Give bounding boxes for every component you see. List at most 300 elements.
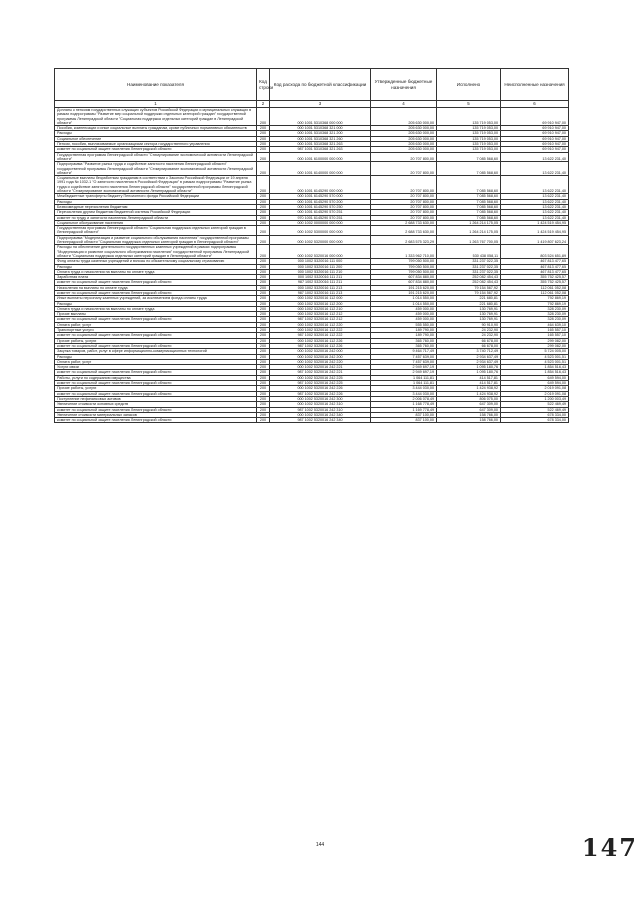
row-approved-amount: 2 949 697,19 (371, 370, 437, 375)
row-remaining-amount: 4 523 001,51 (501, 359, 569, 364)
row-indicator-name: Пенсии, пособия, выплачиваемые организациями сектора государственного управления (55, 142, 257, 147)
row-budget-code: 000 1002 0000000 000 000 (270, 220, 371, 225)
row-line-code: 200 (257, 381, 270, 386)
row-budget-code: 000 1001 6145290 570 250 (270, 204, 371, 209)
row-remaining-amount: 69 910 947,00 (501, 147, 569, 152)
row-budget-code: 000 1001 6145290 570 000 (270, 194, 371, 199)
row-approved-amount: 20 707 800,00 (371, 176, 437, 194)
row-remaining-amount: 1 424 519 454,95 (501, 220, 569, 225)
row-budget-code: 000 1002 5320016 111 213 (270, 285, 371, 290)
row-indicator-name: Подпрограмма "Развитие рынка труда и содействие занятости населения Ленинградской области" государственной программы Ленинградской области "Стимулирование экономической активности Ленинградской области" (55, 162, 257, 176)
row-executed-amount: 252 082 454,43 (437, 275, 501, 280)
row-budget-code: 000 1002 5320000 000 000 (270, 235, 371, 245)
row-budget-code: 987 1002 5320016 242 225 (270, 381, 371, 386)
header-budget-code: Код расхода по бюджетной классификации (270, 69, 371, 101)
row-budget-code: 000 1002 5320016 111 000 (270, 259, 371, 264)
row-budget-code: 000 1002 5320016 242 200 (270, 354, 371, 359)
row-line-code: 200 (257, 312, 270, 317)
table-row (55, 176, 569, 194)
row-indicator-name: Оплата работ, услуг (55, 322, 257, 327)
column-number: 3 (270, 101, 371, 108)
row-remaining-amount: 803 524 651,89 (501, 245, 569, 259)
row-line-code: 200 (257, 343, 270, 348)
row-remaining-amount: 299 082,00 (501, 338, 569, 343)
row-remaining-amount: 112 061 052,08 (501, 285, 569, 290)
row-remaining-amount: 1 419 807 623,24 (501, 235, 569, 245)
row-approved-amount: 20 707 800,00 (371, 194, 437, 199)
table-row (55, 333, 569, 338)
row-executed-amount: 1 095 180,76 (437, 365, 501, 370)
row-executed-amount: 90 910,90 (437, 322, 501, 327)
row-budget-code: 987 1002 5320016 242 310 (270, 407, 371, 412)
row-indicator-name: комитет по труду и занятости населения Ленинградской области (55, 215, 257, 220)
row-approved-amount: 7 457 639,00 (371, 354, 437, 359)
row-budget-code: 000 1001 6145290 570 200 (270, 199, 371, 204)
row-indicator-name: Доплаты к пенсиям государственных служащих субъектов Российской Федерации и муниципальных служащих в рамках подпрограммы "Развитие мер социальной поддержки отдельных категорий граждан" государственной программы Ленинградской области "Социальная поддержка отдельных категорий граждан в Ленинградской области" (55, 108, 257, 126)
row-remaining-amount: 328 230,09 (501, 306, 569, 311)
table-row (55, 349, 569, 354)
column-number: 1 (55, 101, 257, 108)
row-executed-amount: 647 309,00 (437, 402, 501, 407)
row-line-code: 200 (257, 280, 270, 285)
row-approved-amount: 1 064 111,81 (371, 381, 437, 386)
row-remaining-amount: 5 724 005,00 (501, 349, 569, 354)
row-budget-code: 000 1002 5320016 112 226 (270, 338, 371, 343)
handwritten-page-stamp: 147 (581, 833, 638, 862)
row-executed-amount: 331 237 022,35 (437, 259, 501, 264)
row-indicator-name: комитет по социальной защите населения Ленинградской области (55, 407, 257, 412)
row-line-code: 200 (257, 386, 270, 391)
row-line-code: 200 (257, 226, 270, 236)
row-line-code: 200 (257, 162, 270, 176)
table-row (55, 259, 569, 264)
row-approved-amount: 7 457 639,00 (371, 359, 437, 364)
row-indicator-name: комитет по социальной защите населения Ленинградской области (55, 147, 257, 152)
row-approved-amount: 2 949 697,19 (371, 365, 437, 370)
row-executed-amount: 414 517,81 (437, 375, 501, 380)
row-indicator-name: Государственная программа Ленинградской области "Стимулирование экономической активности Ленинградской области" (55, 152, 257, 162)
row-line-code: 200 (257, 333, 270, 338)
row-line-code: 200 (257, 152, 270, 162)
row-line-code: 200 (257, 391, 270, 396)
row-remaining-amount: 13 622 231,40 (501, 176, 569, 194)
row-line-code: 200 (257, 301, 270, 306)
row-executed-amount: 221 680,81 (437, 296, 501, 301)
row-remaining-amount: 69 910 947,00 (501, 126, 569, 131)
row-line-code: 200 (257, 306, 270, 311)
row-executed-amount: 130 769,91 (437, 317, 501, 322)
budget-report-table-container (54, 68, 568, 423)
row-approved-amount: 2 006 078,49 (371, 396, 437, 401)
row-approved-amount: 189 790,00 (371, 333, 437, 338)
row-executed-amount: 7 085 568,60 (437, 176, 501, 194)
row-executed-amount: 1 264 214 175,05 (437, 220, 501, 225)
row-remaining-amount: 649 594,00 (501, 381, 569, 386)
row-approved-amount: 3 444 030,00 (371, 386, 437, 391)
row-executed-amount: 221 680,81 (437, 301, 501, 306)
row-line-code: 200 (257, 131, 270, 136)
row-executed-amount: 135 719 053,00 (437, 142, 501, 147)
row-executed-amount: 7 085 568,60 (437, 204, 501, 209)
row-indicator-name: Увеличение стоимости материальных запасов (55, 412, 257, 417)
row-indicator-name: Расходы (55, 199, 257, 204)
row-approved-amount: 1 014 550,00 (371, 301, 437, 306)
row-budget-code: 000 1002 5320016 000 000 (270, 245, 371, 259)
row-executed-amount: 135 719 053,00 (437, 131, 501, 136)
row-executed-amount: 135 719 053,00 (437, 136, 501, 141)
row-budget-code: 000 1001 6145290 000 000 (270, 176, 371, 194)
row-remaining-amount: 328 230,09 (501, 312, 569, 317)
row-approved-amount: 1 168 778,49 (371, 402, 437, 407)
row-approved-amount: 799 050 500,00 (371, 269, 437, 274)
row-budget-code: 987 1001 5310368 321 263 (270, 147, 371, 152)
row-executed-amount: 2 934 637,49 (437, 359, 501, 364)
row-remaining-amount: 1 854 516,43 (501, 370, 569, 375)
row-executed-amount: 24 232,90 (437, 328, 501, 333)
row-budget-code: 987 1002 5320016 111 211 (270, 280, 371, 285)
row-remaining-amount: 467 813 477,65 (501, 264, 569, 269)
row-approved-amount: 459 000,00 (371, 306, 437, 311)
row-approved-amount: 205 630 000,00 (371, 131, 437, 136)
row-indicator-name: Социальное обеспечение (55, 136, 257, 141)
row-remaining-amount: 2 019 091,08 (501, 391, 569, 396)
row-approved-amount: 20 707 800,00 (371, 204, 437, 209)
row-budget-code: 987 1002 5320016 112 212 (270, 317, 371, 322)
row-remaining-amount: 792 869,19 (501, 296, 569, 301)
row-line-code: 200 (257, 194, 270, 199)
row-executed-amount: 1 095 180,76 (437, 370, 501, 375)
row-approved-amount: 205 630 000,00 (371, 126, 437, 131)
row-executed-amount: 135 719 053,00 (437, 126, 501, 131)
row-approved-amount: 837 100,00 (371, 412, 437, 417)
table-row (55, 306, 569, 311)
row-approved-amount: 205 630 000,00 (371, 136, 437, 141)
row-indicator-name: комитет по социальной защите населения Ленинградской области (55, 290, 257, 295)
column-number: 6 (501, 101, 569, 108)
row-approved-amount: 20 707 800,00 (371, 215, 437, 220)
row-budget-code: 987 1002 5320016 242 226 (270, 391, 371, 396)
row-indicator-name: Оплата труда и начисления на выплаты по оплате труда (55, 306, 257, 311)
row-remaining-amount: 69 910 947,00 (501, 142, 569, 147)
row-line-code: 200 (257, 290, 270, 295)
row-line-code: 200 (257, 204, 270, 209)
row-indicator-name: Прочие работы, услуги (55, 386, 257, 391)
row-executed-amount: 806 075,00 (437, 396, 501, 401)
row-indicator-name: комитет по социальной защите населения Ленинградской области (55, 418, 257, 423)
row-approved-amount: 365 760,00 (371, 343, 437, 348)
column-number: 2 (257, 101, 270, 108)
row-executed-amount: 66 678,00 (437, 343, 501, 348)
column-number: 5 (437, 101, 501, 108)
table-row (55, 280, 569, 285)
row-budget-code: 000 1002 5320016 242 310 (270, 402, 371, 407)
row-approved-amount: 205 630 000,00 (371, 147, 437, 152)
row-budget-code: 000 1002 5320016 112 220 (270, 322, 371, 327)
row-approved-amount: 365 760,00 (371, 338, 437, 343)
row-line-code: 200 (257, 407, 270, 412)
row-approved-amount: 191 215 620,00 (371, 290, 437, 295)
row-approved-amount: 459 000,00 (371, 312, 437, 317)
row-executed-amount: 158 766,00 (437, 412, 501, 417)
row-indicator-name: Социальное обслуживание населения (55, 220, 257, 225)
row-executed-amount: 331 237 022,35 (437, 264, 501, 269)
row-approved-amount: 799 050 500,00 (371, 259, 437, 264)
row-remaining-amount: 69 910 947,00 (501, 131, 569, 136)
row-line-code: 200 (257, 147, 270, 152)
row-executed-amount: 1 424 938,92 (437, 386, 501, 391)
row-remaining-amount: 13 622 231,40 (501, 162, 569, 176)
row-approved-amount: 20 707 800,00 (371, 162, 437, 176)
row-executed-amount: 1 264 214 175,05 (437, 226, 501, 236)
row-indicator-name: Прочие выплаты (55, 312, 257, 317)
row-executed-amount: 79 154 567,92 (437, 290, 501, 295)
row-approved-amount: 2 688 733 630,00 (371, 226, 437, 236)
row-executed-amount: 7 085 568,60 (437, 199, 501, 204)
table-row (55, 142, 569, 147)
row-line-code: 200 (257, 402, 270, 407)
row-indicator-name: Поступление нефинансовых активов (55, 396, 257, 401)
table-row (55, 296, 569, 301)
row-indicator-name: Пособия, компенсации и иные социальные выплаты гражданам, кроме публичных нормативных обязательств (55, 126, 257, 131)
row-executed-amount: 135 719 053,00 (437, 147, 501, 152)
row-line-code: 200 (257, 210, 270, 215)
row-budget-code: 000 1002 5300000 000 000 (270, 226, 371, 236)
row-approved-amount: 607 834 880,00 (371, 280, 437, 285)
row-line-code: 200 (257, 199, 270, 204)
row-budget-code: 000 1001 5310368 321 260 (270, 136, 371, 141)
row-remaining-amount: 1 424 519 454,95 (501, 226, 569, 236)
row-executed-amount: 331 237 022,35 (437, 269, 501, 274)
row-executed-amount: 530 438 058,11 (437, 245, 501, 259)
row-remaining-amount: 678 334,00 (501, 418, 569, 423)
row-line-code: 200 (257, 136, 270, 141)
row-executed-amount: 7 085 568,60 (437, 210, 501, 215)
table-row (55, 126, 569, 131)
row-indicator-name: Прочие работы, услуги (55, 338, 257, 343)
row-executed-amount: 414 517,81 (437, 381, 501, 386)
row-approved-amount: 2 683 575 323,29 (371, 235, 437, 245)
row-executed-amount: 24 232,90 (437, 333, 501, 338)
row-executed-amount: 1 424 938,92 (437, 391, 501, 396)
row-remaining-amount: 13 622 231,40 (501, 204, 569, 209)
row-line-code: 200 (257, 215, 270, 220)
table-row (55, 235, 569, 245)
row-line-code: 200 (257, 275, 270, 280)
row-remaining-amount: 69 910 947,00 (501, 136, 569, 141)
row-remaining-amount: 464 639,10 (501, 322, 569, 327)
header-executed: Исполнено (437, 69, 501, 101)
row-remaining-amount: 467 813 477,65 (501, 259, 569, 264)
row-indicator-name: Межбюджетные трансферты бюджету Пенсионного фонда Российской Федерации (55, 194, 257, 199)
table-row (55, 226, 569, 236)
row-approved-amount: 2 688 733 630,00 (371, 220, 437, 225)
table-body (55, 108, 569, 423)
row-line-code: 200 (257, 269, 270, 274)
header-approved: Утвержденные бюджетные назначения (371, 69, 437, 101)
row-indicator-name: комитет по социальной защите населения Ленинградской области (55, 333, 257, 338)
row-indicator-name: комитет по социальной защите населения Ленинградской области (55, 280, 257, 285)
row-line-code: 200 (257, 370, 270, 375)
row-indicator-name: Государственная программа Ленинградской области "Социальная поддержка отдельных категорий граждан в Ленинградской области" (55, 226, 257, 236)
row-budget-code: 000 1002 5320016 242 000 (270, 349, 371, 354)
row-line-code: 200 (257, 396, 270, 401)
row-indicator-name: Безвозмездные перечисления бюджетам (55, 204, 257, 209)
row-indicator-name: Оплата работ, услуг (55, 359, 257, 364)
row-remaining-amount: 13 622 231,40 (501, 199, 569, 204)
row-indicator-name: Расходы (55, 131, 257, 136)
row-approved-amount: 20 707 800,00 (371, 210, 437, 215)
row-budget-code: 000 1001 5310368 321 263 (270, 142, 371, 147)
row-budget-code: 987 1002 5320016 242 221 (270, 370, 371, 375)
row-budget-code: 000 1001 5310368 000 000 (270, 108, 371, 126)
row-remaining-amount: 4 523 001,51 (501, 354, 569, 359)
row-indicator-name: комитет по социальной защите населения Ленинградской области (55, 381, 257, 386)
row-executed-amount: 2 934 637,49 (437, 354, 501, 359)
budget-report-table (54, 68, 569, 423)
table-row (55, 152, 569, 162)
row-approved-amount: 555 550,00 (371, 322, 437, 327)
table-row (55, 370, 569, 375)
table-row (55, 108, 569, 126)
table-row (55, 290, 569, 295)
row-line-code: 200 (257, 375, 270, 380)
row-approved-amount: 189 790,00 (371, 328, 437, 333)
table-row (55, 418, 569, 423)
table-row (55, 412, 569, 417)
table-row (55, 215, 569, 220)
row-remaining-amount: 13 622 231,40 (501, 215, 569, 220)
row-approved-amount: 837 100,00 (371, 418, 437, 423)
row-budget-code: 970 1001 6145290 570 251 (270, 215, 371, 220)
row-line-code: 200 (257, 285, 270, 290)
table-row (55, 381, 569, 386)
row-approved-amount: 20 707 800,00 (371, 152, 437, 162)
row-remaining-amount: 112 061 052,08 (501, 290, 569, 295)
row-line-code: 200 (257, 220, 270, 225)
row-line-code: 200 (257, 349, 270, 354)
row-remaining-amount: 355 752 425,57 (501, 280, 569, 285)
row-line-code: 200 (257, 365, 270, 370)
row-executed-amount: 135 719 053,00 (437, 108, 501, 126)
row-indicator-name: Транспортные услуги (55, 328, 257, 333)
table-row (55, 391, 569, 396)
row-indicator-name: Расходы (55, 301, 257, 306)
row-line-code: 200 (257, 142, 270, 147)
row-budget-code: 000 1002 5320016 111 211 (270, 275, 371, 280)
row-line-code: 200 (257, 412, 270, 417)
row-budget-code: 987 1002 5320016 111 213 (270, 290, 371, 295)
row-line-code: 200 (257, 328, 270, 333)
row-executed-amount: 79 154 567,92 (437, 285, 501, 290)
row-line-code: 200 (257, 264, 270, 269)
row-indicator-name: Социальные выплаты безработным гражданам в соответствии с Законом Российской Федерации от 19 апреля 1991 года № 1032-1 "О занятости населения в Российской Федерации" в рамках подпрограммы "Развитие рынка труда и содействие занятости населения Ленинградской области" государственной программы Ленинградской области "Стимулирование экономической активности Ленинградской области" (55, 176, 257, 194)
row-line-code: 200 (257, 108, 270, 126)
row-approved-amount: 1 064 111,81 (371, 375, 437, 380)
row-budget-code: 000 1002 5320016 112 212 (270, 312, 371, 317)
row-executed-amount: 7 085 568,60 (437, 152, 501, 162)
row-executed-amount: 1 263 767 700,05 (437, 235, 501, 245)
row-budget-code: 000 1002 5320016 242 221 (270, 365, 371, 370)
row-budget-code: 987 1002 5320016 112 222 (270, 333, 371, 338)
row-budget-code: 000 1002 5320016 112 200 (270, 301, 371, 306)
row-indicator-name: комитет по социальной защите населения Ленинградской области (55, 317, 257, 322)
header-indicator-name: Наименование показателя (55, 69, 257, 101)
row-line-code: 200 (257, 176, 270, 194)
row-budget-code: 000 1002 5320016 242 340 (270, 412, 371, 417)
row-line-code: 200 (257, 359, 270, 364)
row-line-code: 200 (257, 245, 270, 259)
row-executed-amount: 130 769,91 (437, 306, 501, 311)
row-indicator-name: Иные выплаты персоналу казенных учреждений, за исключением фонда оплаты труда (55, 296, 257, 301)
row-approved-amount: 205 630 000,00 (371, 108, 437, 126)
row-approved-amount: 1 014 550,00 (371, 296, 437, 301)
row-line-code: 200 (257, 354, 270, 359)
row-indicator-name: Закупка товаров, работ, услуг в сфере информационно-коммуникационных технологий (55, 349, 257, 354)
row-indicator-name: Фонд оплаты труда казенных учреждений и взносы по обязательному социальному страхованию (55, 259, 257, 264)
table-row (55, 194, 569, 199)
row-remaining-amount: 328 230,09 (501, 317, 569, 322)
row-approved-amount: 20 707 800,00 (371, 199, 437, 204)
row-approved-amount: 205 630 000,00 (371, 142, 437, 147)
row-indicator-name: Перечисления другим бюджетам бюджетной системы Российской Федерации (55, 210, 257, 215)
row-executed-amount: 7 085 568,60 (437, 194, 501, 199)
table-row (55, 162, 569, 176)
row-executed-amount: 647 309,00 (437, 407, 501, 412)
table-header (55, 69, 569, 108)
row-indicator-name: Услуги связи (55, 365, 257, 370)
table-row (55, 317, 569, 322)
table-row (55, 343, 569, 348)
table-row (55, 407, 569, 412)
row-executed-amount: 3 740 712,49 (437, 349, 501, 354)
row-budget-code: 000 1001 6140000 000 000 (270, 162, 371, 176)
row-remaining-amount: 165 557,10 (501, 333, 569, 338)
row-approved-amount: 1 169 778,49 (371, 407, 437, 412)
row-budget-code: 000 1002 5320016 242 220 (270, 359, 371, 364)
row-approved-amount: 459 000,00 (371, 317, 437, 322)
row-indicator-name: комитет по социальной защите населения Ленинградской области (55, 343, 257, 348)
row-indicator-name: Расходы на обеспечение деятельности государственных казенных учреждений в рамках подпрограммы "Модернизация и развитие социального обслуживания населения" государственной программы Ленинградской области "Социальная поддержка отдельных категорий граждан в Ленинградской области" (55, 245, 257, 259)
row-remaining-amount: 792 869,19 (501, 301, 569, 306)
row-remaining-amount: 13 622 231,40 (501, 152, 569, 162)
row-indicator-name: Заработная плата (55, 275, 257, 280)
page-number: 144 (315, 842, 325, 848)
row-indicator-name: комитет по социальной защите населения Ленинградской области (55, 370, 257, 375)
row-remaining-amount: 69 910 947,00 (501, 108, 569, 126)
row-indicator-name: Увеличение стоимости основных средств (55, 402, 257, 407)
column-number: 4 (371, 101, 437, 108)
row-remaining-amount: 2 019 091,08 (501, 386, 569, 391)
row-remaining-amount: 299 082,00 (501, 343, 569, 348)
row-remaining-amount: 165 557,10 (501, 328, 569, 333)
row-executed-amount: 66 678,00 (437, 338, 501, 343)
row-approved-amount: 9 464 717,49 (371, 349, 437, 354)
row-line-code: 200 (257, 317, 270, 322)
row-indicator-name: Работы, услуги по содержанию имущества (55, 375, 257, 380)
row-budget-code: 000 1001 5310368 321 000 (270, 126, 371, 131)
row-budget-code: 987 1002 5320016 112 226 (270, 343, 371, 348)
row-budget-code: 000 1001 5310368 321 200 (270, 131, 371, 136)
row-approved-amount: 3 444 030,00 (371, 391, 437, 396)
row-remaining-amount: 13 622 231,40 (501, 210, 569, 215)
row-line-code: 200 (257, 322, 270, 327)
row-executed-amount: 7 085 568,60 (437, 162, 501, 176)
row-remaining-amount: 467 813 477,65 (501, 269, 569, 274)
table-row (55, 269, 569, 274)
row-executed-amount: 130 769,91 (437, 312, 501, 317)
row-remaining-amount: 522 469,49 (501, 402, 569, 407)
row-indicator-name: Расходы (55, 354, 257, 359)
